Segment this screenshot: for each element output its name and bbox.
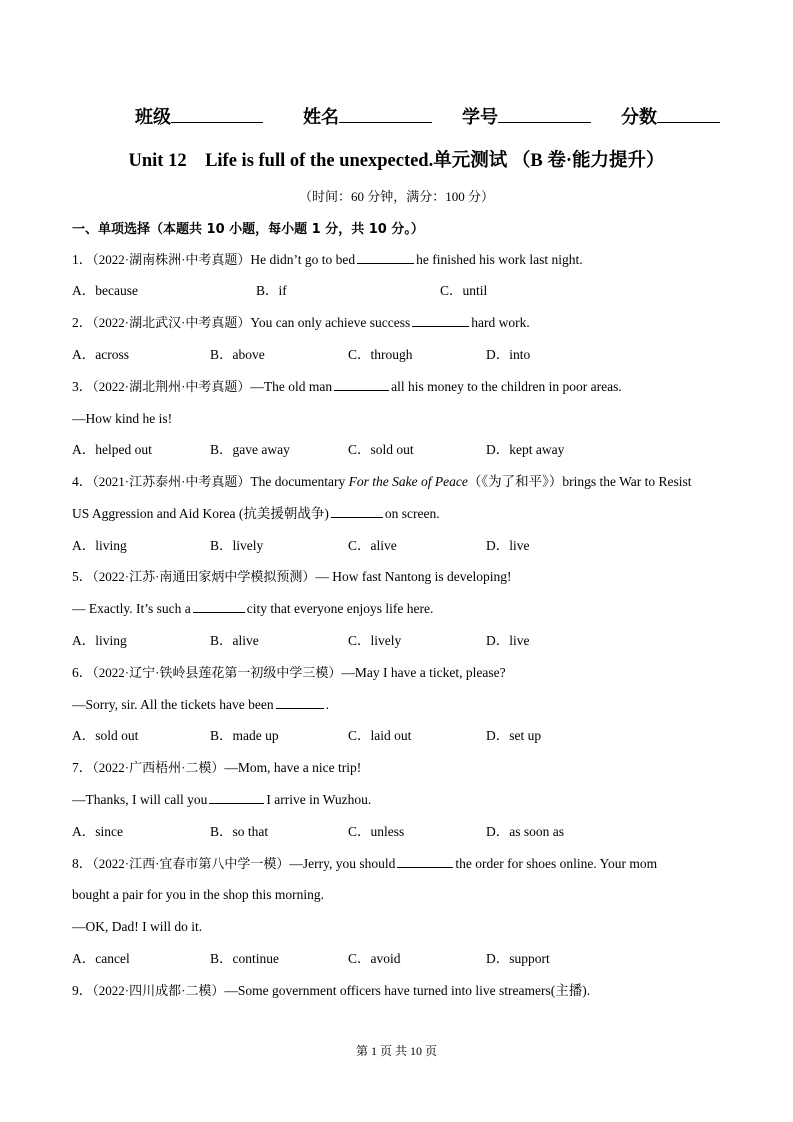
q7-option-a[interactable]: A．since [72,824,123,839]
q8-option-c[interactable]: C．avoid [348,951,401,966]
answer-blank[interactable] [397,855,453,868]
q6-option-b[interactable]: B．made up [210,728,279,743]
q4-option-b[interactable]: B．lively [210,538,264,553]
question-2: 2．（2022·湖北武汉·中考真题）You can only achieve success hard work. [72,315,530,330]
answer-blank[interactable] [357,251,414,264]
q3-option-b[interactable]: B．gave away [210,442,290,457]
q1-option-a[interactable]: A．because [72,283,138,298]
q6-option-c[interactable]: C．laid out [348,728,412,743]
q5-option-b[interactable]: B．alive [210,633,259,648]
page-footer: 第 1 页 共 10 页 [355,1044,437,1058]
q4-option-a[interactable]: A．living [72,538,127,553]
number-field[interactable] [462,103,591,129]
number-label: 学号 [462,107,498,128]
question-5-line2: — Exactly. It’s such a city that everyone enjoys life here. [72,601,434,616]
name-label: 姓名 [303,107,339,128]
answer-blank[interactable] [331,505,383,518]
name-field[interactable] [303,103,432,129]
question-1: 1．（2022·湖南株洲·中考真题）He didn’t go to bed he finished his work last night. [72,252,583,267]
q7-option-c[interactable]: C．unless [348,824,405,839]
q4-option-d[interactable]: D．live [486,538,530,553]
question-8-response: —OK, Dad! I will do it. [72,919,203,934]
q2-option-c[interactable]: C．through [348,347,413,362]
question-8: 8．（2022·江西·宜春市第八中学一模）—Jerry, you should the order for shoes online. Your mom [72,856,658,871]
question-8-line2: bought a pair for you in the shop this morning. [72,887,324,902]
q8-option-b[interactable]: B．continue [210,951,279,966]
q2-option-a[interactable]: A．across [72,347,129,362]
q5-option-a[interactable]: A．living [72,633,127,648]
q3-option-a[interactable]: A．helped out [72,442,152,457]
q6-option-d[interactable]: D．set up [486,728,542,743]
question-6: 6．（2022·辽宁·铁岭县莲花第一初级中学三模）—May I have a ticket, please? [72,665,506,680]
q6-option-a[interactable]: A．sold out [72,728,139,743]
score-field[interactable] [621,103,720,129]
class-label: 班级 [135,107,171,128]
answer-blank[interactable] [209,791,264,804]
question-9: 9．（2022·四川成都·二模）—Some government officers have turned into live streamers(主播). [72,983,591,998]
answer-blank[interactable] [193,600,245,613]
question-3: 3．（2022·湖北荆州·中考真题）—The old man all his money to the children in poor areas. [72,379,622,394]
q1-option-c[interactable]: C．until [440,283,488,298]
q5-option-c[interactable]: C．lively [348,633,402,648]
q2-option-b[interactable]: B．above [210,347,265,362]
question-4: 4．（2021·江苏泰州·中考真题）The documentary For the Sake of Peace（《为了和平》）brings the War to Resist [72,474,692,489]
question-4-line2: US Aggression and Aid Korea (抗美援朝战争) on screen. [72,506,440,521]
q5-option-d[interactable]: D．live [486,633,530,648]
q3-option-d[interactable]: D．kept away [486,442,565,457]
answer-blank[interactable] [334,378,389,391]
question-6-line2: —Sorry, sir. All the tickets have been . [72,697,329,712]
question-7: 7．（2022·广西梧州·二模）—Mom, have a nice trip! [72,760,362,775]
q1-option-b[interactable]: B．if [256,283,287,298]
q3-option-c[interactable]: C．sold out [348,442,414,457]
question-3-response: —How kind he is! [72,411,173,426]
q4-option-c[interactable]: C．alive [348,538,397,553]
page-title: Unit 12 Life is full of the unexpected.单元测试 （B 卷·能力提升） [128,151,665,171]
answer-blank[interactable] [412,314,469,327]
section-heading: 一、单项选择（本题共 10 小题，每小题 1 分，共 10 分。） [72,222,424,237]
q8-option-d[interactable]: D．support [486,951,550,966]
q7-option-b[interactable]: B．so that [210,824,269,839]
q2-option-d[interactable]: D．into [486,347,531,362]
question-5: 5．（2022·江苏·南通田家炳中学模拟预测）— How fast Nantong is developing! [72,569,512,584]
class-field[interactable] [135,103,263,129]
q8-option-a[interactable]: A．cancel [72,951,130,966]
score-label: 分数 [621,107,657,128]
question-7-line2: —Thanks, I will call you I arrive in Wuzhou. [72,792,372,807]
q7-option-d[interactable]: D．as soon as [486,824,564,839]
answer-blank[interactable] [276,696,324,709]
student-info-row [0,103,793,129]
page-subtitle: （时间：60 分钟，满分：100 分） [298,189,494,204]
